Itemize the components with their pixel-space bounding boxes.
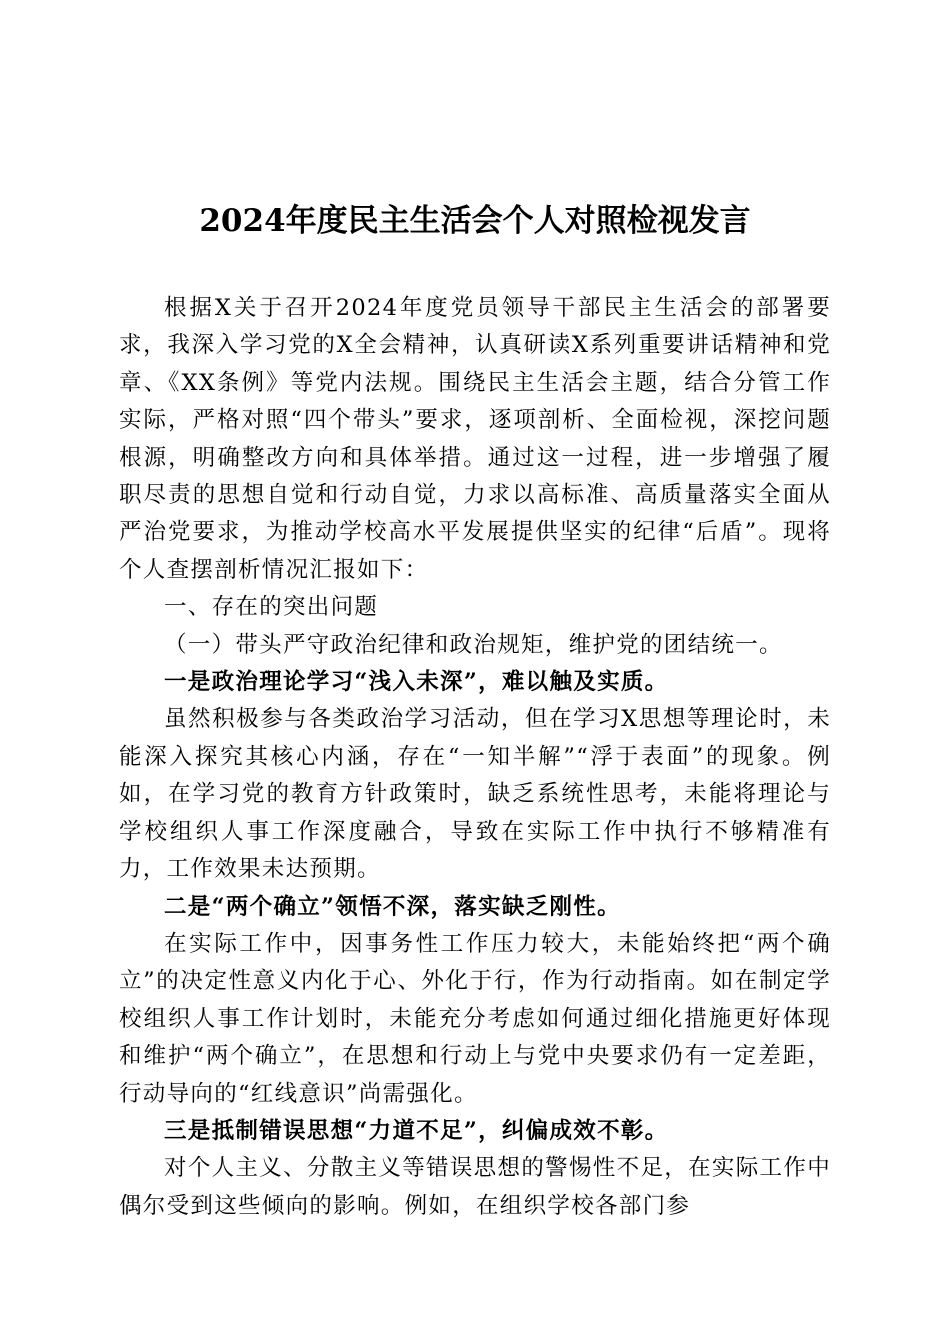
document-title: 2024年度民主生活会个人对照检视发言 — [199, 203, 751, 239]
point-heading-two-establishments: 二是“两个确立”领悟不深，落实缺乏刚性。 — [164, 893, 621, 920]
point-heading-wrong-thoughts: 三是抵制错误思想“力道不足”，纠偏成效不彰。 — [164, 1117, 669, 1144]
document-body — [119, 290, 831, 1225]
intro-paragraph: 根据X关于召开2024年度党员领导干部民主生活会的部署要求，我深入学习党的X全会精神，认真研读X系列重要讲话精神和党章、《XX条例》等党内法规。围绕民主生活会主题，结合分管工作实际，严格对照“四个带头”要求，逐项剖析、全面检视，深挖问题根源，明确整改方向和具体举措。通过这一过程，进一步增强了履职尽责的思想自觉和行动自觉，力求以高标准、高质量落实全面从严治党要求，为推动学校高水平发展提供坚实的纪律“后盾”。现将个人查摆剖析情况汇报如下： — [119, 295, 831, 583]
point-paragraph-two-establishments: 在实际工作中，因事务性工作压力较大，未能始终把“两个确立”的决定性意义内化于心、外化于行，作为行动指南。如在制定学校组织人事工作计划时，未能充分考虑如何通过细化措施更好体现和维护“两个确立”，在思想和行动上与党中央要求仍有一定差距，行动导向的“红线意识”尚需强化。 — [119, 930, 831, 1107]
section-heading-problems: 一、存在的突出问题 — [164, 594, 379, 621]
point-paragraph-theory-study: 虽然积极参与各类政治学习活动，但在学习X思想等理论时，未能深入探究其核心内涵，存在“一知半解”“浮于表面”的现象。例如，在学习党的教育方针政策时，缺乏系统性思考，未能将理论与学校组织人事工作深度融合，导致在实际工作中执行不够精准有力，工作效果未达预期。 — [119, 706, 831, 883]
point-heading-theory-study: 一是政治理论学习“浅入未深”，难以触及实质。 — [164, 669, 669, 696]
point-paragraph-wrong-thoughts: 对个人主义、分散主义等错误思想的警惕性不足，在实际工作中偶尔受到这些倾向的影响。例如，在组织学校各部门参 — [119, 1155, 831, 1219]
subsection-heading-political-discipline: （一）带头严守政治纪律和政治规矩，维护党的团结统一。 — [164, 631, 783, 658]
